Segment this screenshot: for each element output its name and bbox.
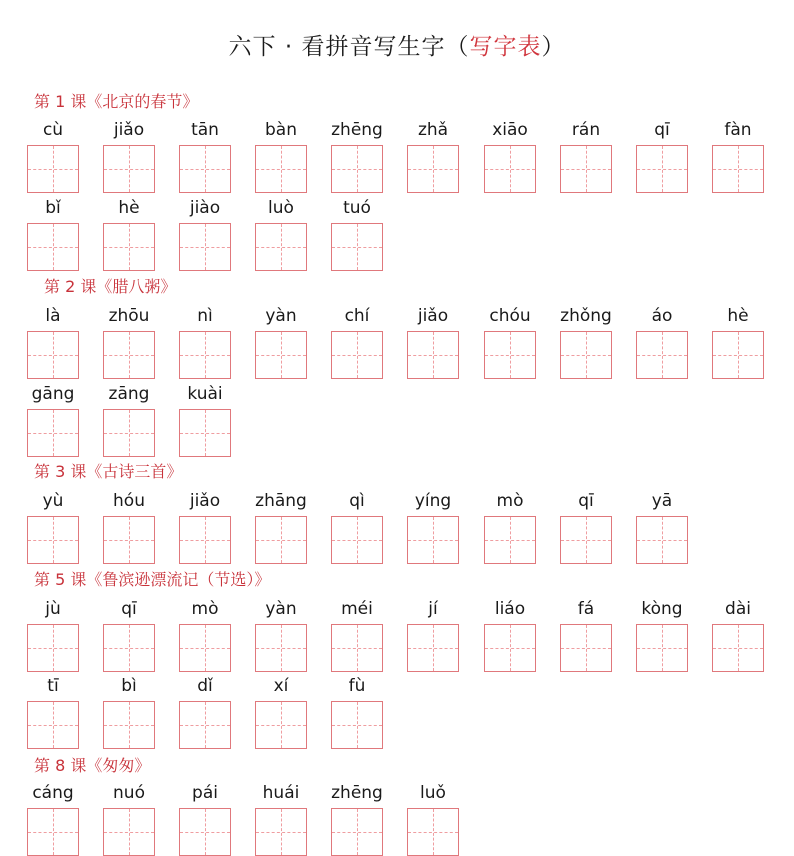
- pinyin-label: qì: [349, 491, 365, 511]
- writing-grid-box[interactable]: [255, 331, 307, 379]
- writing-grid-box[interactable]: [407, 808, 459, 856]
- writing-grid-box[interactable]: [255, 145, 307, 193]
- writing-grid-box[interactable]: [103, 331, 155, 379]
- pinyin-label: rán: [571, 120, 601, 140]
- pinyin-label: cáng: [32, 783, 74, 803]
- pinyin-label: kòng: [641, 599, 683, 619]
- pinyin-label: hóu: [113, 491, 145, 511]
- writing-grid-box[interactable]: [331, 808, 383, 856]
- writing-grid-box[interactable]: [560, 145, 612, 193]
- writing-grid-box[interactable]: [27, 223, 79, 271]
- pinyin-label: dǐ: [197, 676, 213, 696]
- writing-grid-box[interactable]: [331, 223, 383, 271]
- writing-grid-box[interactable]: [255, 223, 307, 271]
- pinyin-label: jí: [428, 599, 438, 619]
- writing-grid-box[interactable]: [103, 624, 155, 672]
- pinyin-label: zhāng: [255, 491, 307, 511]
- pinyin-label: bǐ: [45, 198, 61, 218]
- writing-grid-box[interactable]: [331, 331, 383, 379]
- writing-grid-box[interactable]: [484, 145, 536, 193]
- writing-grid-box[interactable]: [484, 624, 536, 672]
- pinyin-label: yíng: [414, 491, 452, 511]
- writing-grid-box[interactable]: [636, 516, 688, 564]
- writing-grid-box[interactable]: [179, 624, 231, 672]
- writing-grid-box[interactable]: [179, 145, 231, 193]
- writing-grid-box[interactable]: [636, 145, 688, 193]
- lesson-heading: 第 3 课《古诗三首》: [34, 462, 183, 481]
- pinyin-label: qī: [654, 120, 670, 140]
- writing-grid-box[interactable]: [484, 331, 536, 379]
- writing-grid-box[interactable]: [103, 145, 155, 193]
- pinyin-label: luò: [268, 198, 294, 218]
- pinyin-label: tān: [191, 120, 219, 140]
- pinyin-label: fù: [348, 676, 366, 696]
- pinyin-label: tuó: [343, 198, 371, 218]
- pinyin-label: zhǎ: [417, 120, 449, 140]
- pinyin-label: huái: [262, 783, 300, 803]
- pinyin-label: zhēng: [331, 120, 383, 140]
- writing-grid-box[interactable]: [27, 808, 79, 856]
- lesson-heading: 第 1 课《北京的春节》: [34, 92, 199, 111]
- writing-grid-box[interactable]: [407, 331, 459, 379]
- pinyin-label: luǒ: [420, 783, 446, 803]
- writing-grid-box[interactable]: [407, 624, 459, 672]
- title-highlight: 写字表: [469, 34, 542, 60]
- pinyin-label: jiǎo: [417, 306, 449, 326]
- writing-grid-box[interactable]: [103, 516, 155, 564]
- writing-grid-box[interactable]: [179, 223, 231, 271]
- pinyin-label: fàn: [724, 120, 752, 140]
- pinyin-label: jiào: [189, 198, 221, 218]
- pinyin-label: chí: [344, 306, 370, 326]
- pinyin-label: jiǎo: [189, 491, 221, 511]
- pinyin-label: hè: [118, 198, 140, 218]
- writing-grid-box[interactable]: [27, 145, 79, 193]
- pinyin-label: zhǒng: [560, 306, 612, 326]
- pinyin-label: liáo: [494, 599, 526, 619]
- lesson-heading: 第 5 课《鲁滨逊漂流记（节选）》: [34, 570, 271, 589]
- writing-grid-box[interactable]: [27, 701, 79, 749]
- title-open-paren: （: [445, 34, 470, 60]
- pinyin-label: bì: [121, 676, 137, 696]
- writing-grid-box[interactable]: [179, 516, 231, 564]
- writing-grid-box[interactable]: [27, 409, 79, 457]
- pinyin-label: áo: [651, 306, 673, 326]
- pinyin-label: jù: [45, 599, 61, 619]
- pinyin-label: tī: [47, 676, 59, 696]
- pinyin-label: nì: [197, 306, 213, 326]
- writing-grid-box[interactable]: [103, 808, 155, 856]
- writing-grid-box[interactable]: [407, 516, 459, 564]
- pinyin-label: zhēng: [331, 783, 383, 803]
- writing-grid-box[interactable]: [331, 624, 383, 672]
- page-title: [0, 28, 794, 61]
- writing-grid-box[interactable]: [103, 409, 155, 457]
- writing-grid-box[interactable]: [27, 624, 79, 672]
- pinyin-label: gāng: [31, 384, 75, 404]
- pinyin-label: yù: [42, 491, 64, 511]
- pinyin-label: jiǎo: [113, 120, 145, 140]
- lesson-heading: 第 8 课《匆匆》: [34, 756, 151, 775]
- writing-grid-box[interactable]: [255, 624, 307, 672]
- writing-grid-box[interactable]: [255, 701, 307, 749]
- pinyin-label: qī: [578, 491, 594, 511]
- pinyin-label: mò: [191, 599, 219, 619]
- writing-grid-box[interactable]: [331, 145, 383, 193]
- pinyin-label: dài: [725, 599, 751, 619]
- pinyin-label: hè: [727, 306, 749, 326]
- pinyin-label: kuài: [187, 384, 223, 404]
- pinyin-label: fá: [577, 599, 595, 619]
- pinyin-label: yā: [651, 491, 673, 511]
- pinyin-label: nuó: [113, 783, 145, 803]
- pinyin-label: xiāo: [492, 120, 528, 140]
- writing-grid-box[interactable]: [179, 409, 231, 457]
- writing-grid-box[interactable]: [179, 701, 231, 749]
- writing-grid-box[interactable]: [636, 624, 688, 672]
- writing-grid-box[interactable]: [712, 624, 764, 672]
- pinyin-label: yàn: [265, 306, 297, 326]
- pinyin-label: qī: [121, 599, 137, 619]
- lesson-heading: 第 2 课《腊八粥》: [44, 277, 177, 296]
- pinyin-label: zāng: [108, 384, 150, 404]
- writing-grid-box[interactable]: [255, 808, 307, 856]
- pinyin-label: xí: [273, 676, 289, 696]
- pinyin-label: cù: [42, 120, 64, 140]
- writing-grid-box[interactable]: [407, 145, 459, 193]
- pinyin-label: mò: [496, 491, 524, 511]
- writing-grid-box[interactable]: [179, 331, 231, 379]
- writing-grid-box[interactable]: [27, 516, 79, 564]
- writing-grid-box[interactable]: [712, 145, 764, 193]
- pinyin-label: chóu: [489, 306, 531, 326]
- writing-grid-box[interactable]: [179, 808, 231, 856]
- pinyin-label: bàn: [265, 120, 297, 140]
- pinyin-label: pái: [192, 783, 218, 803]
- pinyin-label: yàn: [265, 599, 297, 619]
- pinyin-label: zhōu: [108, 306, 150, 326]
- writing-grid-box[interactable]: [560, 331, 612, 379]
- writing-grid-box[interactable]: [255, 516, 307, 564]
- writing-grid-box[interactable]: [103, 223, 155, 271]
- title-close-paren: ）: [541, 34, 566, 60]
- pinyin-label: méi: [341, 599, 373, 619]
- writing-grid-box[interactable]: [103, 701, 155, 749]
- writing-grid-box[interactable]: [636, 331, 688, 379]
- writing-grid-box[interactable]: [331, 516, 383, 564]
- writing-grid-box[interactable]: [484, 516, 536, 564]
- writing-grid-box[interactable]: [560, 624, 612, 672]
- writing-grid-box[interactable]: [331, 701, 383, 749]
- writing-grid-box[interactable]: [27, 331, 79, 379]
- writing-grid-box[interactable]: [560, 516, 612, 564]
- pinyin-label: là: [45, 306, 61, 326]
- writing-grid-box[interactable]: [712, 331, 764, 379]
- title-main: 六下 · 看拼音写生字: [228, 34, 446, 60]
